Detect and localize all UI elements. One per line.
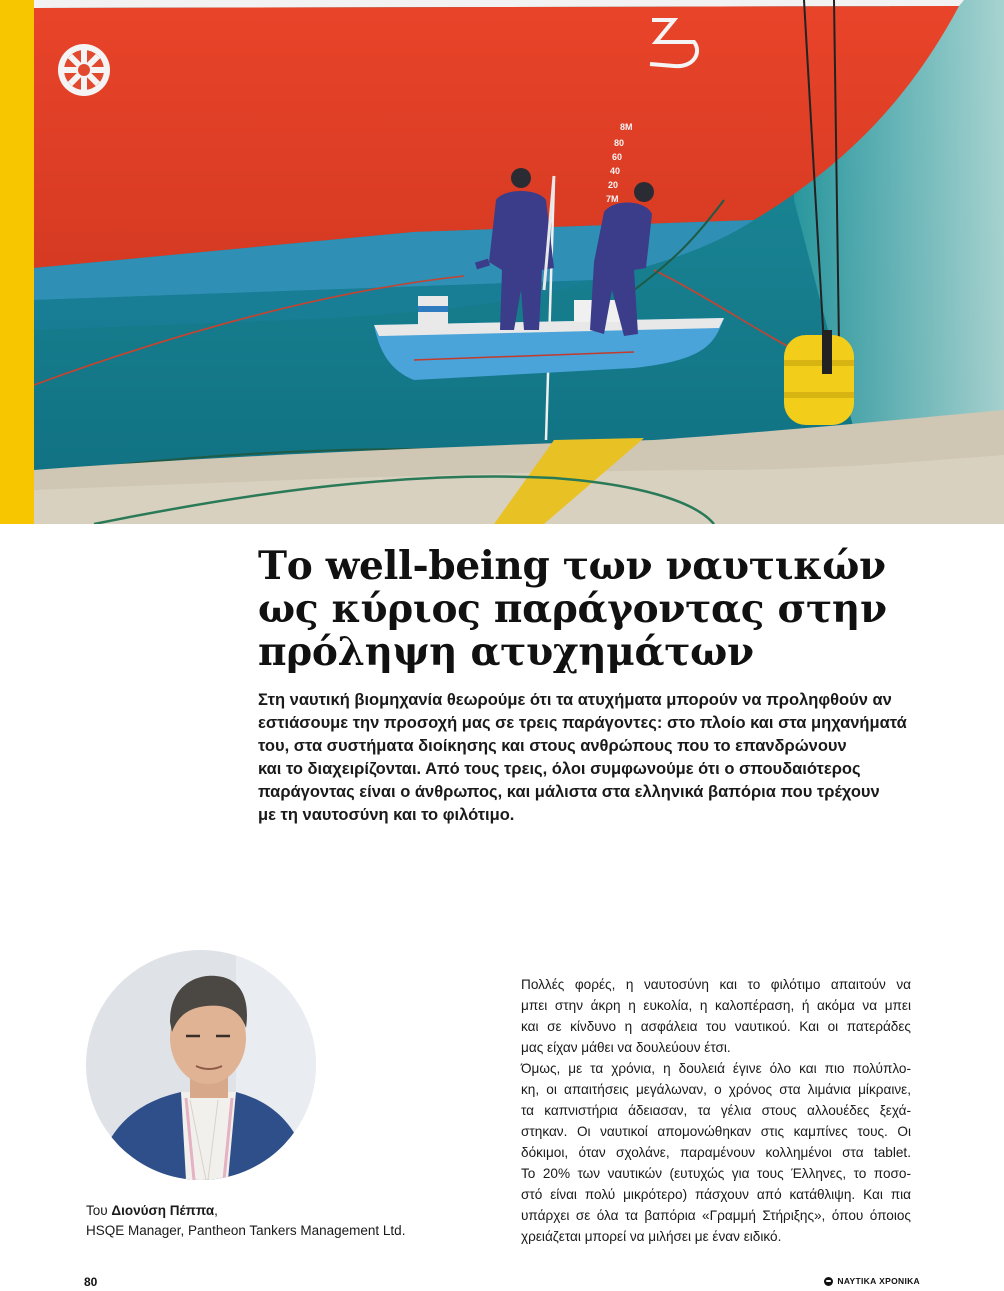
svg-text:80: 80	[614, 138, 625, 148]
lead-line: με τη ναυτοσύνη και το φιλότιμο.	[258, 806, 515, 824]
byline-prefix: Του	[86, 1203, 112, 1218]
svg-text:8M: 8M	[620, 122, 633, 132]
body-line: τα καπνιστήρια άδειασαν, τα γέλια στους αλλουέδες ξεχά-	[521, 1103, 911, 1118]
author-byline	[86, 1201, 405, 1241]
lead-line: Στη ναυτική βιομηχανία θεωρούμε ότι τα ατυχήματα μπορούν να προληφθούν αν	[258, 691, 892, 709]
yellow-fender	[784, 330, 854, 425]
lead-line: του, στα συστήματα διοίκησης και στους ανθρώπους που το επανδρώνουν	[258, 737, 847, 755]
body-text-column	[521, 974, 911, 1247]
body-line: χρειάζεται μπορεί να μιλήσει με έναν ειδικό.	[521, 1229, 782, 1244]
lead-line: παράγοντας είναι ο άνθρωπος, και μάλιστα στα ελληνικά βαπόρια που τρέχουν	[258, 783, 880, 801]
svg-text:60: 60	[612, 152, 623, 162]
body-line: δόκιμοι, όταν σχολάνε, παραμένουν κολλημένοι στα tablet.	[521, 1145, 911, 1160]
body-line: υπάρχει σε όλα τα βαπόρια «Γραμμή Στήριξης», όπου όποιος	[521, 1208, 911, 1223]
ship-wheel-symbol	[58, 44, 110, 96]
lead-paragraph	[258, 689, 918, 827]
author-name: Διονύση Πέππα	[111, 1203, 215, 1218]
headline-line: Το well-being των ναυτικών	[258, 543, 886, 589]
headline-line: πρόληψη ατυχημάτων	[258, 629, 754, 675]
body-line: στηκαν. Οι ναυτικοί απομονώθηκαν στις καμπίνες τους. Οι	[521, 1124, 911, 1139]
byline-author-line	[86, 1201, 405, 1221]
magazine-name: ΝΑΥΤΙΚΑ ΧΡΟΝΙΚΑ	[837, 1276, 920, 1286]
body-line: και σε κίνδυνο η ασφάλεια του ναυτικού. Και οι πατεράδες	[521, 1019, 911, 1034]
body-line: μας είχαν μάθει να δουλεύουν έτσι.	[521, 1040, 731, 1055]
body-line: κη, οι απαιτήσεις μεγάλωναν, ο χρόνος στα λιμάνια μίκραινε,	[521, 1082, 911, 1097]
article-headline	[258, 545, 958, 674]
author-portrait	[86, 950, 316, 1180]
author-role: HSQE Manager, Pantheon Tankers Management Ltd.	[86, 1223, 406, 1238]
hero-photo	[34, 0, 1004, 524]
body-line: μπει στην άκρη η ευκολία, η καλοπέραση, ή ακόμα να μπει	[521, 998, 911, 1013]
headline-line: ως κύριος παράγοντας στην	[258, 586, 887, 632]
body-line: Όμως, με τα χρόνια, η δουλειά έγινε όλο και πιο πολύπλο-	[521, 1061, 911, 1076]
body-line: στό είναι πολύ μικρότερο) πάσχουν από κατάθλιψη. Και πια	[521, 1187, 911, 1202]
svg-text:20: 20	[608, 180, 619, 190]
body-line: Πολλές φορές, η ναυτοσύνη και το φιλότιμο απαιτούν να	[521, 977, 911, 992]
body-line: Το 20% των ναυτικών (ευτυχώς για τους Έλληνες, το ποσο-	[521, 1166, 911, 1181]
magazine-logo	[824, 1276, 920, 1286]
yellow-accent-bar	[0, 0, 34, 524]
svg-text:40: 40	[610, 166, 621, 176]
magazine-logo-icon	[824, 1277, 833, 1286]
svg-text:7M: 7M	[606, 194, 619, 204]
page-number: 80	[84, 1275, 98, 1289]
lead-line: και το διαχειρίζονται. Από τους τρεις, όλοι συμφωνούμε ότι ο σπουδαιότερος	[258, 760, 861, 778]
byline-suffix: ,	[214, 1203, 218, 1218]
lead-line: εστιάσουμε την προσοχή μας σε τρεις παράγοντες: στο πλοίο και στα μηχανήματά	[258, 714, 907, 732]
